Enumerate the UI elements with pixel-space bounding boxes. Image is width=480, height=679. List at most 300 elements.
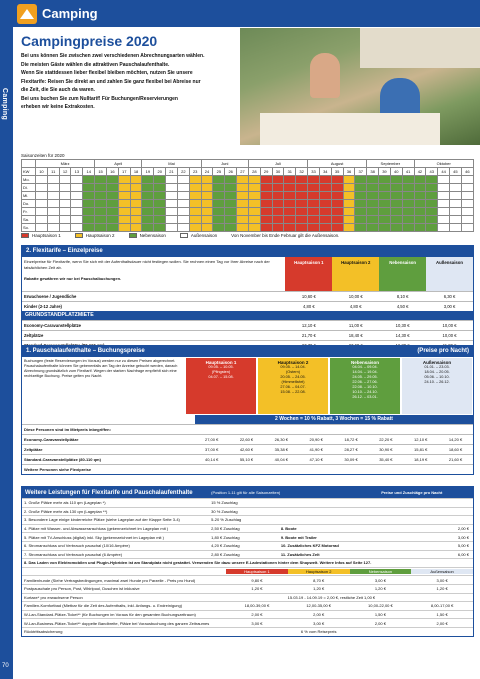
calendar-cell: [83, 216, 95, 224]
extra-row: W-Lan-Business-Plätze-Ticket** doppelte Bandbreite, Plätze bei Vorausbuchung des ganzen Zeitraumes 3,00 € 3,00 € 2,00 € 2,00 €: [22, 618, 473, 627]
calendar-cell: [260, 224, 272, 232]
calendar-cell: [166, 216, 178, 224]
calendar-cell: [95, 176, 107, 184]
pitch-row: Zeltplätze 21,70 € 18,40 € 14,30 € 10,00 €: [22, 330, 473, 340]
calendar-cell: [166, 176, 178, 184]
tent-logo-icon: [17, 4, 37, 24]
season-calendar: [21, 153, 474, 232]
calendar-cell: [438, 216, 450, 224]
calendar-cell: [59, 224, 71, 232]
calendar-cell: [308, 208, 320, 216]
calendar-cell: [130, 224, 142, 232]
service-row: 2. Große Plätze mehr als 130 qm (Lageplan **) 30 % Zuschlag: [22, 507, 473, 516]
intro-line: Bei uns buchen Sie zum Nulltarif! Für Buchungen/Reservierungen: [21, 95, 178, 102]
calendar-cell: [367, 224, 379, 232]
calendar-cell: [237, 200, 249, 208]
calendar-cell: [237, 216, 249, 224]
calendar-cell: [154, 224, 166, 232]
calendar-cell: [71, 208, 83, 216]
calendar-cell: [130, 192, 142, 200]
calendar-cell: [47, 192, 59, 200]
calendar-cell: 35: [331, 168, 343, 176]
calendar-cell: [379, 176, 391, 184]
calendar-cell: [106, 224, 118, 232]
calendar-cell: [379, 192, 391, 200]
weekday-label: Di.: [22, 184, 36, 192]
calendar-cell: [272, 200, 284, 208]
calendar-cell: [414, 176, 426, 184]
weekday-label: Do.: [22, 200, 36, 208]
calendar-cell: [390, 216, 402, 224]
calendar-cell: 18: [130, 168, 142, 176]
calendar-cell: [36, 200, 48, 208]
calendar-cell: [272, 184, 284, 192]
calendar-cell: [296, 216, 308, 224]
calendar-cell: [331, 184, 343, 192]
calendar-cell: [225, 184, 237, 192]
legend-item: Hauptsaison 1: [21, 233, 61, 238]
calendar-cell: [189, 224, 201, 232]
calendar-cell: [59, 200, 71, 208]
calendar-cell: [201, 208, 213, 216]
calendar-cell: [414, 208, 426, 216]
side-stripe: [0, 0, 13, 679]
calendar-cell: [47, 208, 59, 216]
calendar-cell: [213, 192, 225, 200]
calendar-cell: [248, 176, 260, 184]
calendar-cell: [331, 216, 343, 224]
calendar-cell: 22: [177, 168, 189, 176]
calendar-cell: [154, 208, 166, 216]
calendar-cell: 36: [343, 168, 355, 176]
calendar-cell: [213, 176, 225, 184]
legend-item: Außensaison: [180, 233, 217, 238]
calendar-cell: [237, 224, 249, 232]
calendar-cell: [449, 200, 461, 208]
calendar-cell: [426, 176, 438, 184]
calendar-cell: [201, 192, 213, 200]
head-as: Außensaison: [426, 257, 473, 291]
calendar-cell: [284, 216, 296, 224]
calendar-cell: [95, 224, 107, 232]
calendar-cell: [402, 176, 414, 184]
calendar-cell: [260, 208, 272, 216]
calendar-cell: [343, 224, 355, 232]
calendar-cell: [36, 216, 48, 224]
further-note: 8. Das Laden von Elektromobilen und Plugin-Hybriden ist am Standplatz nicht gestattet. Verwenden Sie dazu unsere E-Ladestationen hinter dem Shopwelt. Weitere Infos auf Seite 127.: [22, 558, 473, 567]
month-header: März: [36, 160, 95, 168]
calendar-cell: [142, 176, 154, 184]
month-header: August: [308, 160, 367, 168]
calendar-cell: [237, 192, 249, 200]
calendar-cell: 41: [402, 168, 414, 176]
calendar-cell: 20: [154, 168, 166, 176]
service-row: 6. Stromanschluss und Verbrauch pauschal (10/16 Ampère) 4,20 € Zuschlag 10. Zusätzliches KFZ Motorrad 5,00 €: [22, 541, 473, 550]
calendar-cell: [237, 208, 249, 216]
calendar-cell: [189, 192, 201, 200]
calendar-cell: [402, 192, 414, 200]
calendar-cell: [177, 176, 189, 184]
calendar-cell: [296, 176, 308, 184]
pauschal-per: (Preise pro Nacht): [417, 348, 469, 354]
calendar-cell: [142, 224, 154, 232]
calendar-cell: [201, 200, 213, 208]
calendar-cell: [461, 208, 473, 216]
legend-item: Hauptsaison 2: [75, 233, 115, 238]
calendar-cell: [272, 216, 284, 224]
calendar-cell: [379, 200, 391, 208]
calendar-cell: 38: [367, 168, 379, 176]
calendar-cell: [166, 200, 178, 208]
calendar-cell: [225, 208, 237, 216]
calendar-cell: [237, 184, 249, 192]
calendar-cell: [319, 176, 331, 184]
calendar-cell: [390, 192, 402, 200]
calendar-cell: [47, 216, 59, 224]
calendar-cell: [130, 208, 142, 216]
calendar-cell: [225, 224, 237, 232]
calendar-cell: [296, 192, 308, 200]
calendar-cell: [166, 192, 178, 200]
calendar-cell: [36, 224, 48, 232]
calendar-cell: [59, 184, 71, 192]
calendar-cell: [71, 184, 83, 192]
intro-text: [21, 52, 239, 112]
calendar-cell: [71, 200, 83, 208]
calendar-cell: [355, 208, 367, 216]
calendar-cell: [449, 216, 461, 224]
calendar-cell: 10: [36, 168, 48, 176]
calendar-cell: [189, 200, 201, 208]
calendar-cell: 39: [379, 168, 391, 176]
calendar-cell: [438, 208, 450, 216]
calendar-cell: 29: [260, 168, 272, 176]
calendar-cell: [367, 200, 379, 208]
calendar-cell: [426, 216, 438, 224]
calendar-cell: [272, 208, 284, 216]
month-header: Oktober: [414, 160, 474, 168]
weekday-label: Mo.: [22, 176, 36, 184]
calendar-cell: [130, 216, 142, 224]
calendar-cell: [248, 200, 260, 208]
calendar-cell: [390, 176, 402, 184]
calendar-cell: [449, 176, 461, 184]
calendar-cell: [308, 224, 320, 232]
calendar-cell: [355, 216, 367, 224]
calendar-cell: [225, 192, 237, 200]
season-legend: [21, 233, 339, 238]
calendar-cell: [142, 184, 154, 192]
calendar-cell: [438, 176, 450, 184]
weekday-label: Sa.: [22, 216, 36, 224]
flex-subtitle: GRUNDSTANDPLATZMIETE: [22, 311, 473, 320]
page-header: [13, 0, 480, 27]
calendar-cell: 46: [461, 168, 473, 176]
calendar-cell: [438, 184, 450, 192]
calendar-cell: [47, 224, 59, 232]
calendar-cell: [438, 200, 450, 208]
season-box: Hauptsaison 2 09.05. – 14.04. (Ostern) 20.05. – 24.05. (Himmelfahrt) 27.06. – 04.07. 15.08. – 22.08.: [258, 358, 328, 414]
calendar-cell: [106, 192, 118, 200]
calendar-cell: [177, 192, 189, 200]
calendar-cell: [106, 216, 118, 224]
calendar-cell: [319, 224, 331, 232]
calendar-cell: [284, 208, 296, 216]
calendar-cell: [379, 224, 391, 232]
calendar-cell: [95, 200, 107, 208]
pauschal-row: Zeltplätze 37,00 € 42,60 € 35,38 € 41,90 € 28,27 € 30,90 € 15,81 € 18,60 €: [22, 444, 473, 454]
photo-person: [310, 53, 340, 98]
calendar-cell: [343, 208, 355, 216]
calendar-cell: [95, 184, 107, 192]
calendar-cell: [461, 176, 473, 184]
calendar-cell: [248, 208, 260, 216]
calendar-cell: [379, 216, 391, 224]
calendar-cell: [106, 176, 118, 184]
calendar-cell: [189, 216, 201, 224]
calendar-cell: [343, 192, 355, 200]
service-row: 5. Plätze mit TV-Anschluss (digital) inkl. Sky (gekennzeichnet im Lageplan mit ) 1,80 € Zuschlag 9. Boote mit Trailer 3,00 €: [22, 532, 473, 541]
flex-title: 2. Flexitarife – Einzelpreise: [22, 246, 473, 257]
calendar-cell: [83, 176, 95, 184]
calendar-cell: 32: [296, 168, 308, 176]
season-box: Nebensaison 04.04. – 09.04. 14.04. – 19.04. 24.05. – 29.05. 22.06. – 27.06. 22.08. – 10.10. 10.10. – 24.10. 26.12. – 03.01.: [330, 358, 400, 414]
intro-line: die Zeit, die Sie auch da waren.: [21, 87, 95, 93]
season-table: [21, 159, 474, 232]
calendar-cell: [426, 224, 438, 232]
extra-row: Postpauschale pro Person, Post, Whirlpool, Duschen ist inklusive 1,20 € 1,20 € 1,20 € 1,20 €: [22, 584, 473, 593]
calendar-cell: [189, 176, 201, 184]
calendar-cell: [36, 176, 48, 184]
calendar-cell: [213, 224, 225, 232]
calendar-cell: 33: [308, 168, 320, 176]
calendar-cell: [319, 192, 331, 200]
calendar-cell: [449, 184, 461, 192]
head-hs2: Hauptsaison 2: [332, 257, 379, 291]
season-box: Hauptsaison 1 09.05. – 10.05. (Pfingsten) 04.07. – 15.08.: [186, 358, 256, 414]
head-ns: Nebensaison: [379, 257, 426, 291]
calendar-cell: [272, 176, 284, 184]
calendar-cell: [331, 224, 343, 232]
calendar-cell: [426, 200, 438, 208]
calendar-cell: [118, 216, 130, 224]
weekday-label: Mi.: [22, 192, 36, 200]
calendar-cell: [390, 184, 402, 192]
legend-note: Von November bis Ende Februar gilt die Außensaison.: [231, 233, 340, 239]
pauschal-row: Economy-Caravanstellplätze 27,00 € 22,60 € 26,30 € 20,90 € 18,72 € 22,20 € 12,10 € 14,20 €: [22, 434, 473, 444]
calendar-cell: [47, 200, 59, 208]
calendar-cell: [402, 200, 414, 208]
intro-heading: Campingpreise 2020: [21, 33, 158, 49]
calendar-cell: [331, 176, 343, 184]
calendar-cell: [390, 208, 402, 216]
calendar-cell: 34: [319, 168, 331, 176]
calendar-cell: [260, 200, 272, 208]
service-row: 1. Große Plätze mehr als 110 qm (Lageplan *) 15 % Zuschlag: [22, 498, 473, 507]
calendar-cell: 17: [118, 168, 130, 176]
month-header: Mai: [142, 160, 201, 168]
intro-line: Wenn Sie stattdessen lieber flexibel bleiben möchten, nutzen Sie unsere: [21, 70, 193, 76]
extra-row: Kurtaxe* pro erwachsene Person 15.03.19 - 14.09.19 = 2,00 €, restliche Zeit 1,00 €: [22, 593, 473, 602]
pauschal-desc: Buchungen (feste Reservierungen im Voraus) werden nur zu diesen Preisen abgerechnet. Pauschalaufenthalte können Sie gebenenfalls am Tag der Anreise gebucht werden, danach Abrechnung grundsätzlich zum Flexitarif. Wegen der starken Nachfrage empfiehlt sich eine rechtzeitige Buchung. Preise gelten pro Nacht.: [24, 359, 178, 378]
calendar-cell: [36, 184, 48, 192]
calendar-cell: [83, 224, 95, 232]
camping-photo: [240, 28, 480, 145]
calendar-cell: [367, 216, 379, 224]
service-row: 7. Stromanschluss und Verbrauch pauschal (6 Ampère) 2,80 € Zuschlag 11. Zusätzliches Zelt 6,00 €: [22, 550, 473, 559]
calendar-cell: [461, 184, 473, 192]
calendar-cell: 21: [166, 168, 178, 176]
calendar-cell: [83, 208, 95, 216]
calendar-cell: [461, 224, 473, 232]
calendar-cell: [36, 192, 48, 200]
calendar-cell: [189, 184, 201, 192]
calendar-cell: [71, 192, 83, 200]
calendar-cell: 42: [414, 168, 426, 176]
season-box: Außensaison 01.01. – 23.03. 18.04. – 20.05. 05.06. – 10.10. 24.10. – 26.12.: [402, 358, 472, 414]
calendar-cell: 11: [47, 168, 59, 176]
flex-section: [21, 245, 474, 351]
calendar-cell: [414, 200, 426, 208]
calendar-cell: [379, 208, 391, 216]
calendar-cell: [47, 184, 59, 192]
calendar-cell: [308, 176, 320, 184]
photo-tent: [360, 28, 480, 68]
calendar-cell: [414, 192, 426, 200]
calendar-cell: [36, 208, 48, 216]
calendar-cell: [59, 192, 71, 200]
calendar-cell: [438, 192, 450, 200]
calendar-cell: [106, 200, 118, 208]
calendar-cell: [154, 200, 166, 208]
flex-row: Erwachsene / Jugendliche 10,60 € 10,00 € 8,10 € 6,30 €: [22, 291, 473, 301]
calendar-cell: [308, 216, 320, 224]
calendar-cell: [225, 176, 237, 184]
calendar-cell: [118, 200, 130, 208]
flex-desc: Einzelpreise für Flexitarife, wenn Sie sich mit der Aufenthaltsdauer nicht festlegen wollen. Sie rechnen einen Tag vor Ihrer Abreise nach der tatsächlichen Zeit ab. Rabatte gewähren wir nur bei Pauschalbuchungen.: [24, 259, 270, 281]
calendar-cell: [106, 184, 118, 192]
calendar-cell: [461, 216, 473, 224]
calendar-cell: [414, 184, 426, 192]
calendar-cell: [319, 184, 331, 192]
weekday-label: Fr.: [22, 208, 36, 216]
calendar-cell: 26: [225, 168, 237, 176]
calendar-cell: [402, 208, 414, 216]
calendar-cell: 40: [390, 168, 402, 176]
calendar-cell: [118, 184, 130, 192]
calendar-cell: [201, 216, 213, 224]
calendar-cell: [59, 208, 71, 216]
calendar-cell: [71, 216, 83, 224]
calendar-cell: [331, 208, 343, 216]
calendar-cell: [284, 224, 296, 232]
intro: [21, 33, 239, 112]
service-row: 3. Besondere Lage einige kinderreiche Plätze (siehe Lageplan auf der Klappe Seite 3-4) 5-20 % Zuschlag: [22, 515, 473, 524]
calendar-cell: [59, 216, 71, 224]
calendar-cell: [308, 200, 320, 208]
weekday-label: So.: [22, 224, 36, 232]
calendar-cell: [118, 224, 130, 232]
intro-line: Flexitarife: Reisen Sie direkt an und zahlen Sie ganz flexibel bei Abreise nur: [21, 78, 201, 85]
calendar-cell: [379, 184, 391, 192]
calendar-cell: 15: [95, 168, 107, 176]
calendar-cell: [296, 184, 308, 192]
pitch-row: Economy-Caravanstellplätze 12,10 € 11,00 € 10,30 € 10,00 €: [22, 320, 473, 330]
calendar-cell: [319, 208, 331, 216]
extra-row: W-Lan-Standard-Plätze-Ticket** (für Buchungen im Voraus für den gesamten Buchungszeitraum) 2,00 € 2,00 € 1,50 € 1,50 €: [22, 610, 473, 619]
calendar-cell: [83, 184, 95, 192]
calendar-cell: [83, 200, 95, 208]
calendar-cell: [248, 224, 260, 232]
calendar-cell: [426, 208, 438, 216]
calendar-cell: 24: [201, 168, 213, 176]
calendar-cell: [449, 192, 461, 200]
calendar-cell: [296, 208, 308, 216]
calendar-cell: [390, 224, 402, 232]
calendar-cell: [390, 200, 402, 208]
flex-row: Kinder (2-12 Jahre) 4,80 € 4,80 € 4,50 € 3,00 €: [22, 301, 473, 311]
calendar-cell: [343, 184, 355, 192]
calendar-cell: 45: [449, 168, 461, 176]
intro-line: Die meisten Gäste wählen die attraktiven Pauschalaufenthalte.: [21, 61, 170, 68]
calendar-cell: [189, 208, 201, 216]
calendar-cell: [177, 216, 189, 224]
calendar-cell: [449, 224, 461, 232]
calendar-cell: [461, 200, 473, 208]
calendar-cell: [414, 224, 426, 232]
calendar-cell: [213, 184, 225, 192]
calendar-cell: [402, 216, 414, 224]
calendar-cell: [225, 216, 237, 224]
month-header: Juni: [201, 160, 248, 168]
head-hs1: Hauptsaison 1: [285, 257, 332, 291]
pauschal-section: [21, 345, 474, 475]
intro-line: Bei uns können Sie zwischen zwei verschiedenen Abrechnungsarten wählen.: [21, 53, 205, 59]
calendar-cell: [166, 184, 178, 192]
calendar-cell: [260, 176, 272, 184]
calendar-cell: [308, 192, 320, 200]
calendar-cell: [95, 208, 107, 216]
weekday-label: KW: [22, 168, 36, 176]
pauschal-row: Standard-Caravanstellplätze (80-110 qm) 40,14 € 55,10 € 40,04 € 47,10 € 30,09 € 35,40 € 18,19 € 21,60 €: [22, 454, 473, 464]
calendar-cell: 44: [438, 168, 450, 176]
calendar-cell: [296, 224, 308, 232]
calendar-cell: [248, 216, 260, 224]
calendar-cell: [154, 184, 166, 192]
calendar-cell: [95, 216, 107, 224]
calendar-cell: [237, 176, 249, 184]
calendar-cell: 14: [83, 168, 95, 176]
calendar-cell: [260, 216, 272, 224]
pauschal-title: 1. Pauschalaufenthalte – Buchungspreise: [26, 348, 145, 354]
calendar-cell: [177, 208, 189, 216]
calendar-cell: [213, 200, 225, 208]
extra-row: Familienhunde (Siehe Vertragsbedingungen, maximal zwei Hunde pro Parzelle - Preis pro Hund) 9,80 € 8,70 € 3,00 € 3,00 €: [22, 575, 473, 584]
calendar-cell: 30: [272, 168, 284, 176]
calendar-cell: [367, 176, 379, 184]
calendar-cell: [59, 176, 71, 184]
calendar-cell: [319, 216, 331, 224]
calendar-cell: [142, 208, 154, 216]
calendar-cell: [106, 208, 118, 216]
calendar-cell: [118, 208, 130, 216]
calendar-cell: [272, 192, 284, 200]
calendar-cell: [284, 200, 296, 208]
calendar-cell: [438, 224, 450, 232]
calendar-cell: 25: [213, 168, 225, 176]
calendar-cell: [355, 224, 367, 232]
calendar-cell: [166, 224, 178, 232]
